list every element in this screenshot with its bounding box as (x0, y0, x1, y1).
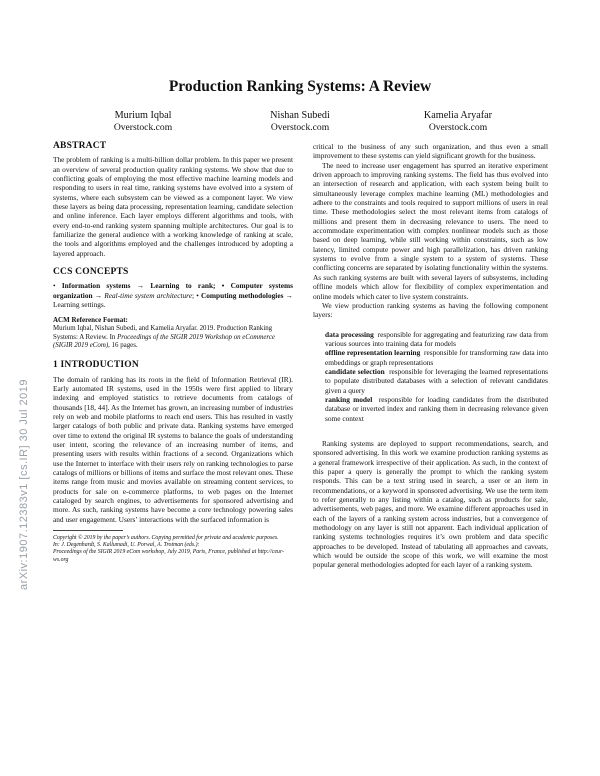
paragraph: The need to increase user engagement has spurred an iterative experiment driven approach to improving ranking systems. The field has thus evolved into an intersection of research and application, with each system being built to simultaneously leverage complex machine learning (ML) methodologies and adhere to the constraints and tools required to support millions of users in real time. These methodologies select the most relevant items from catalogs of millions and present them in decreasing relevance to users. The need to accommodate experimentation with complex nonlinear models such as those based on deep learning, while still working within constraints, such as low latency, limited compute power and high parallelization, has driven ranking systems to evolve from a single system to a system of systems. These conflicting concerns are separated by isolating functionality within the systems. As such ranking systems are built with several layers of subsystems, including offline models which allow for flexibility of complex experimentation and online models which cater to live system constraints. (313, 160, 548, 301)
arxiv-id: arXiv:1907.12383v1 [cs.IR] 30 Jul 2019 (18, 378, 30, 590)
right-column (313, 142, 548, 570)
author-name: Nishan Subedi (270, 110, 330, 121)
layer-item: offline representation learning responsible for transforming raw data into embeddings or graph representations (325, 348, 548, 367)
left-column (53, 142, 293, 564)
layer-item: data processing responsible for aggregating and featurizing raw data from various sources into training data for models (325, 329, 548, 348)
footnote: Copyright © 2019 by the paper’s authors. Copying permitted for private and academic purposes. In: J. Degenhardt, S. Kallumadi, U. Porwal, A. Trotman (eds.): Proceedings of the SIGIR 2019 eCom workshop, July 2019, Paris, France, published at http://ceur-ws.org (53, 535, 285, 563)
intro-heading: 1 INTRODUCTION (53, 360, 139, 371)
footnote-rule (53, 530, 123, 531)
abstract-text: The problem of ranking is a multi-billion dollar problem. In this paper we present an overview of several production quality ranking systems. We show that due to conflicting goals of employing the most effective machine learning models and responding to users in real time, ranking systems have evolved into a system of systems, where each subsystem can be viewed as a component layer. We view these layers as being data processing, representation learning, candidate selection and online inference. Each layer employs different algorithms and tools, with every end-to-end ranking system spanning multiple architectures. Our goal is to familiarize the general audience with a working knowledge of ranking at scale, the tools and algorithms employed and the challenges introduced by adopting a layered approach. (53, 155, 293, 258)
reference-text: Murium Iqbal, Nishan Subedi, and Kamelia Aryafar. 2019. Production Ranking Systems: A Review. In Proceedings of the SIGIR 2019 Workshop on eCommerce (SIGIR 2019 eCom), 16 pages. (53, 324, 275, 350)
author-name: Kamelia Aryafar (423, 110, 493, 121)
layer-item: candidate selection responsible for leveraging the learned representations to populate distributed databases with a selection of relevant candidates given a query (325, 366, 548, 395)
paper-title: Production Ranking Systems: A Review (168, 78, 432, 95)
intro-text: The domain of ranking has its roots in the field of Information Retrieval (IR). Early automated IR systems, used in the 1950s were first applied to library indexing and employed statistics to retrieve documents from catalogs of thousands [18, 44]. As the Internet has grown, an increasing number of industries rely on web and mobile platforms to reach end users. This has resulted in vastly larger catalogs of both public and private data. Ranking systems have emerged over time to extend the original IR systems to balance the goals of understanding user intent, scoring the relevance of an increasing number of items, and presenting users with results within fractions of a second. Organizations which use the Internet to interface with their users rely on ranking technologies to parse catalogs of millions or billions of items and surface the most relevant ones. These items range from music and movies available on streaming content services, to products for sale on e-commerce platforms, to web pages on the Internet cataloged by search engines, to advertisements for sponsored advertising and more. As such, ranking systems have become a core technology powering sales and user engagement. Users’ interactions with the surfaced information is (53, 374, 293, 524)
abstract-heading: ABSTRACT (53, 141, 107, 151)
author-affiliation: Overstock.com (428, 121, 488, 133)
author-2 (210, 110, 390, 133)
ccs-heading: CCS CONCEPTS (53, 267, 129, 278)
intro-continued: critical to the business of any such organization, and thus even a small improvement to these systems can yield significant growth for the business. (313, 142, 548, 161)
author-name: Murium Iqbal (114, 110, 172, 121)
author-3 (368, 110, 548, 133)
arxiv-stamp (6, 378, 30, 590)
paragraph: Ranking systems are deployed to support recommendations, search, and sponsored advertising. In this work we examine production ranking systems as a general framework irrespective of their application. As such, in the context of this paper a query is generally the prompt to which the ranking system responds. This can be a text string used in search, a user or an item in recommendations, or a keyword in sponsored advertising. We use the term item to refer generally to any listing within a catalog, such as products for sale, advertisements, web pages, and more. We examine different approaches used in each of the layers of a ranking system across industries, but a convergence of methodology on any layer is still not apparent. Each individual application of ranking systems technologies requires it’s own problem and data specific approaches to be developed. Instead of tabulating all approaches and caveats, which would be outside the scope of this work, we will examine the most popular general methodologies adopted for each layer of a ranking system. (313, 438, 548, 570)
paragraph: We view production ranking systems as having the following component layers: (313, 300, 548, 320)
author-affiliation: Overstock.com (113, 121, 173, 133)
ccs-concepts: • Information systems → Learning to rank; • Computer systems organization → Real-time system architecture; • Computing methodologies → Learning settings. (53, 281, 293, 310)
layer-list (325, 330, 548, 423)
author-affiliation: Overstock.com (270, 121, 330, 133)
author-1 (53, 110, 233, 133)
reference-heading: ACM Reference Format: (53, 315, 128, 324)
layer-item: ranking model responsible for loading candidates from the distributed database or inverted index and ranking them in decreasing relevance given some context (325, 394, 549, 423)
